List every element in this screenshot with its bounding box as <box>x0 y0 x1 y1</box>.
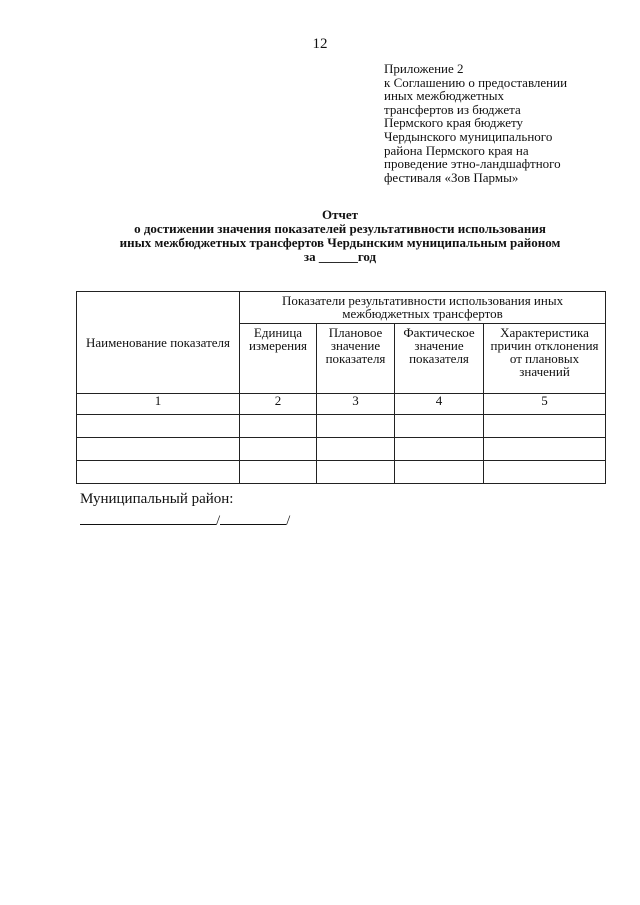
header-unit: Единица измерения <box>240 324 317 394</box>
title-line: иных межбюджетных трансфертов Чердынским муниципальным районом <box>119 235 561 250</box>
table-cell <box>317 438 395 461</box>
table-cell <box>395 415 484 438</box>
appendix-line: к Соглашению о предоставлении <box>384 74 568 90</box>
signature-separator: / <box>216 513 221 529</box>
title-heading: Отчет <box>322 207 358 222</box>
appendix-line: Пермского края бюджету <box>384 115 524 131</box>
appendix-line: Чердынского муниципального <box>384 128 553 144</box>
column-number: 2 <box>240 394 317 415</box>
table-row <box>77 415 606 438</box>
header-deviation-reasons: Характеристика причин отклонения от плановых значений <box>484 324 606 394</box>
header-actual-value: Фактическое значение показателя <box>395 324 484 394</box>
table-row <box>77 461 606 484</box>
page-number: 12 <box>312 36 328 52</box>
name-blank <box>220 510 286 525</box>
signature-line <box>80 510 290 530</box>
appendix-line: иных межбюджетных <box>384 88 504 104</box>
appendix-line: фестиваля «Зов Пармы» <box>384 169 519 185</box>
column-number: 4 <box>395 394 484 415</box>
table-cell <box>77 415 240 438</box>
table-cell <box>484 415 606 438</box>
appendix-line: района Пермского края на <box>384 142 529 158</box>
signature-blank <box>80 510 216 525</box>
column-number: 5 <box>484 394 606 415</box>
report-table <box>76 291 606 484</box>
table-cell <box>77 438 240 461</box>
table-row <box>77 438 606 461</box>
column-number-row <box>77 394 606 415</box>
appendix-line: Приложение 2 <box>384 61 464 76</box>
table-cell <box>240 415 317 438</box>
table-cell <box>317 415 395 438</box>
table-cell <box>395 461 484 484</box>
appendix-line: проведение этно-ландшафтного <box>384 156 561 172</box>
table-cell <box>484 438 606 461</box>
table-cell <box>317 461 395 484</box>
title-line: за ______год <box>303 249 377 264</box>
table-cell <box>77 461 240 484</box>
header-indicator-name: Наименование показателя <box>77 292 240 394</box>
appendix-note <box>384 62 624 184</box>
column-number: 1 <box>77 394 240 415</box>
table-cell <box>395 438 484 461</box>
municipal-district-label: Муниципальный район: <box>80 491 234 507</box>
appendix-line: трансфертов из бюджета <box>384 101 521 117</box>
table-cell <box>240 461 317 484</box>
header-performance-group: Показатели результативности использования иных межбюджетных трансфертов <box>240 292 606 324</box>
title-line: о достижении значения показателей результативности использования <box>134 221 546 236</box>
table-cell <box>240 438 317 461</box>
column-number: 3 <box>317 394 395 415</box>
report-title <box>40 208 640 264</box>
signature-closing: / <box>286 513 291 529</box>
header-planned-value: Плановое значение показателя <box>317 324 395 394</box>
table-cell <box>484 461 606 484</box>
